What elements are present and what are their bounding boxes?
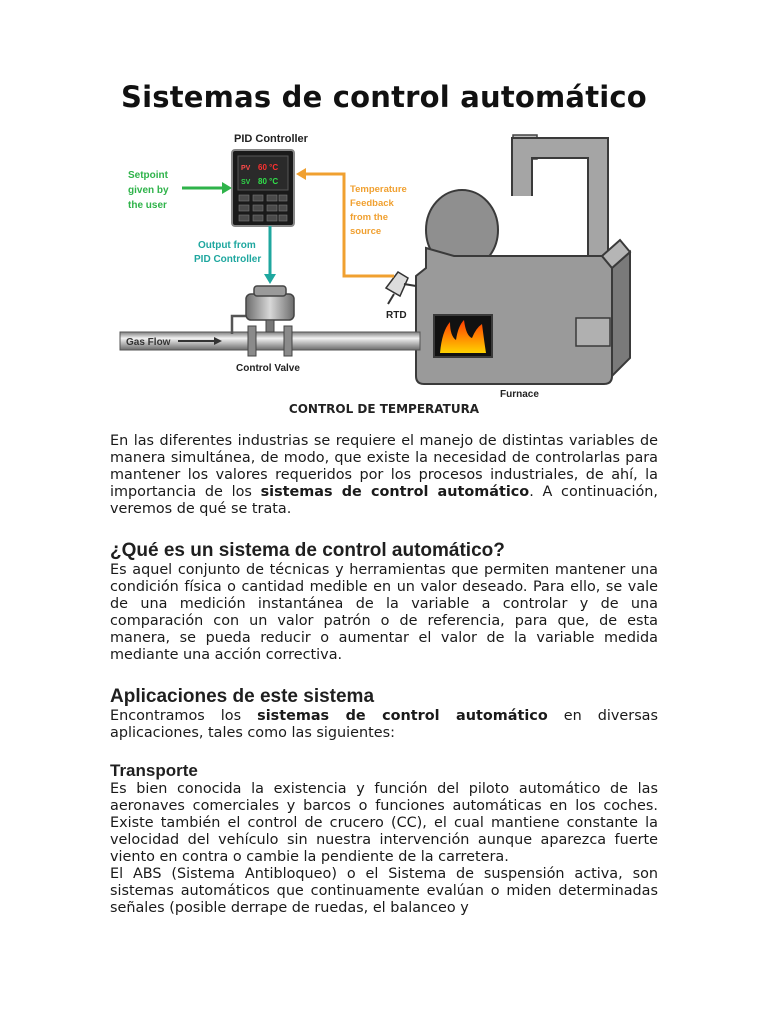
output-arrow bbox=[194, 226, 276, 284]
rtd-sensor bbox=[386, 272, 416, 321]
transport-paragraph-1: Es bien conocida la existencia y función del piloto automático de las aeronaves comerciales y barcos o funciones automáticas en los coches. Existe también el control de crucero (CC), el cual mantiene constante la velocidad del vehículo sin nuestra intervención aunque aparezca fuerte viento en contra o cambie la pendiente de la carretera. bbox=[110, 781, 658, 865]
pid-controller-title: PID Controller bbox=[234, 133, 308, 145]
figure-caption: CONTROL DE TEMPERATURA bbox=[288, 402, 480, 416]
furnace bbox=[416, 135, 630, 400]
pid-diagram bbox=[118, 126, 658, 402]
intro-bold-term: sistemas de control automático bbox=[260, 484, 530, 500]
pid-diagram-figure bbox=[118, 126, 658, 402]
control-valve-label: Control Valve bbox=[236, 363, 300, 374]
arrow-right-icon bbox=[222, 182, 232, 194]
section-heading-transport: Transporte bbox=[110, 761, 198, 780]
transport-paragraph-2: El ABS (Sistema Antibloqueo) o el Sistema de suspensión activa, son sistemas automáticos que continuamente evalúan o miden determinadas señales (posible derrape de ruedas, el balanceo y bbox=[110, 866, 658, 916]
applications-text-end: en diversas aplicaciones, tales como las siguientes: bbox=[110, 708, 659, 741]
pv-value: 60 °C bbox=[258, 163, 279, 172]
pv-label: PV bbox=[241, 165, 251, 172]
output-label: Output from PID Controller bbox=[194, 240, 262, 265]
definition-paragraph: Es aquel conjunto de técnicas y herramientas que permiten mantener una condición física o cantidad medible en un valor deseado. Para ello, se vale de una medición instantánea de la variable a controlar y de una comparación con un valor patrón o de referencia, para que, de esta manera, se pueda reducir o aumentar el valor de la variable medida mediante una acción correctiva. bbox=[110, 562, 658, 663]
arrow-down-icon bbox=[264, 274, 276, 284]
arrow-left-icon bbox=[296, 168, 306, 180]
section-heading-definition: ¿Qué es un sistema de control automático? bbox=[110, 540, 505, 561]
sv-value: 80 °C bbox=[258, 177, 279, 186]
rtd-label: RTD bbox=[386, 310, 407, 321]
applications-text: Encontramos los bbox=[110, 708, 258, 724]
intro-paragraph bbox=[110, 433, 658, 518]
gas-flow-label: Gas Flow bbox=[126, 337, 171, 348]
page-title: Sistemas de control automático bbox=[121, 80, 647, 114]
section-heading-applications: Aplicaciones de este sistema bbox=[110, 686, 375, 707]
applications-bold-term: sistemas de control automático bbox=[257, 708, 548, 724]
pid-controller bbox=[232, 133, 309, 226]
furnace-label: Furnace bbox=[500, 389, 539, 400]
intro-text-end: . A continuación, veremos de qué se trata. bbox=[110, 484, 658, 517]
sv-label: SV bbox=[241, 179, 251, 186]
feedback-arrow bbox=[296, 168, 409, 276]
applications-paragraph bbox=[110, 708, 658, 742]
feedback-label: Temperature Feedback from the source bbox=[350, 184, 407, 237]
setpoint-arrow bbox=[128, 170, 232, 211]
setpoint-label: Setpoint given by the user bbox=[128, 170, 169, 211]
article-body bbox=[110, 433, 658, 917]
intro-text: En las diferentes industrias se requiere el manejo de distintas variables de manera simultánea, de modo, que existe la necesidad de controlarlas para mantener los valores requeridos por los procesos industriales, de ahí, la importancia de los bbox=[110, 433, 658, 500]
